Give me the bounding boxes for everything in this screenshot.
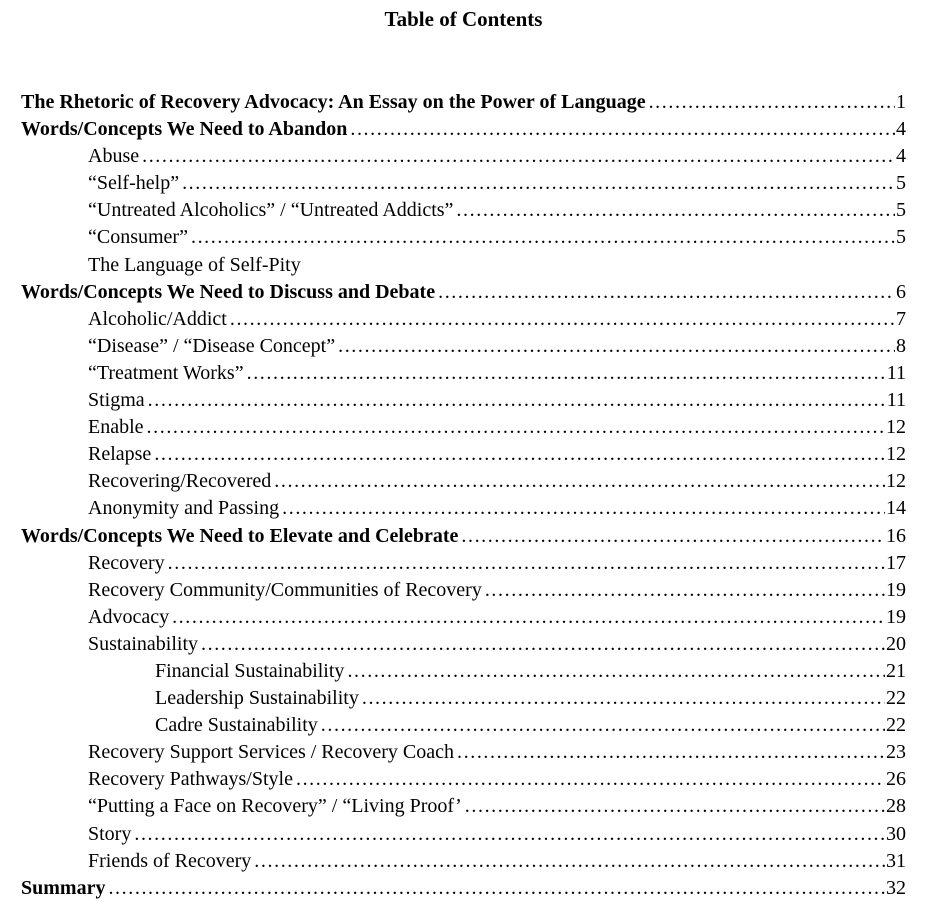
- toc-entry-label: Alcoholic/Addict: [88, 307, 227, 330]
- toc-entry-label: Recovering/Recovered: [88, 470, 272, 493]
- dot-leader: [338, 333, 895, 360]
- dot-leader: [182, 170, 895, 197]
- toc-entry-page: 12: [886, 443, 906, 466]
- toc-entry-label: The Rhetoric of Recovery Advocacy: An Essay on the Power of Language: [21, 91, 646, 113]
- toc-entry-page: 16: [886, 524, 906, 547]
- toc-entry[interactable]: [21, 414, 906, 441]
- toc-entry-label: “Self-help”: [88, 172, 180, 195]
- toc-entry[interactable]: [21, 197, 906, 224]
- dot-leader: [201, 631, 885, 658]
- toc-entry-page: 1: [896, 91, 906, 113]
- toc-entry[interactable]: [21, 441, 906, 468]
- toc-entry-label: Words/Concepts We Need to Elevate and Celebrate: [21, 524, 459, 547]
- toc-entry-label: Financial Sustainability: [155, 659, 345, 682]
- dot-leader: [457, 739, 885, 766]
- toc-entry[interactable]: [21, 577, 906, 604]
- toc-entry-label: The Language of Self-Pity: [88, 253, 301, 276]
- toc-entry-label: “Treatment Works”: [88, 361, 244, 384]
- toc-entry-label: Anonymity and Passing: [88, 497, 280, 520]
- dot-leader: [191, 224, 895, 251]
- dot-leader: [438, 279, 895, 306]
- toc-entry[interactable]: [21, 333, 906, 360]
- toc-entry[interactable]: [21, 468, 906, 495]
- toc-entry-label: Friends of Recovery: [88, 849, 252, 872]
- toc-entry-page: 32: [886, 876, 906, 899]
- dot-leader: [142, 143, 895, 170]
- dot-leader: [350, 116, 895, 143]
- toc-entry-page: 5: [896, 199, 906, 222]
- toc-entry-page: 17: [886, 551, 906, 574]
- toc-entry-page: 23: [886, 741, 906, 764]
- toc-entry[interactable]: [21, 875, 906, 902]
- dot-leader: [168, 550, 885, 577]
- dot-leader: [154, 441, 885, 468]
- toc-entry-label: Story: [88, 822, 132, 845]
- dot-leader: [148, 387, 886, 414]
- toc-entry-label: Words/Concepts We Need to Abandon: [21, 118, 348, 141]
- dot-leader: [362, 685, 885, 712]
- toc-entry[interactable]: [21, 739, 906, 766]
- toc-entry-label: “Consumer”: [88, 226, 188, 249]
- toc-entry[interactable]: [21, 279, 906, 306]
- toc-entry-label: Recovery: [88, 551, 165, 574]
- dot-leader: [254, 848, 885, 875]
- dot-leader: [296, 766, 885, 793]
- toc-entry-page: 11: [886, 361, 906, 384]
- toc-entry[interactable]: [21, 387, 906, 414]
- toc-entry-page: 20: [886, 632, 906, 655]
- toc-list: [0, 89, 927, 902]
- toc-entry-page: 4: [896, 118, 906, 141]
- toc-entry[interactable]: [21, 821, 906, 848]
- toc-entry[interactable]: [21, 170, 906, 197]
- toc-entry-page: 12: [886, 470, 906, 493]
- toc-entry[interactable]: [21, 604, 906, 631]
- toc-entry[interactable]: [21, 116, 906, 143]
- dot-leader: [649, 89, 895, 116]
- page-title: Table of Contents: [384, 7, 543, 31]
- toc-entry-page: 19: [886, 605, 906, 628]
- toc-entry[interactable]: [21, 523, 906, 550]
- toc-entry-page: 22: [886, 687, 906, 710]
- dot-leader: [247, 360, 886, 387]
- toc-entry-label: Cadre Sustainability: [155, 714, 318, 737]
- toc-entry[interactable]: [21, 631, 906, 658]
- dot-leader: [147, 414, 885, 441]
- toc-entry[interactable]: [21, 550, 906, 577]
- toc-entry-label: “Untreated Alcoholics” / “Untreated Addicts”: [88, 199, 454, 222]
- toc-entry-page: 4: [896, 145, 906, 168]
- toc-entry-page: 21: [886, 659, 906, 682]
- toc-entry-page: 5: [896, 226, 906, 249]
- dot-leader: [274, 468, 885, 495]
- toc-entry-label: Summary: [21, 876, 106, 899]
- toc-entry-label: Sustainability: [88, 632, 198, 655]
- toc-entry-label: Recovery Community/Communities of Recovery: [88, 578, 482, 601]
- toc-entry-page: 6: [896, 280, 906, 303]
- toc-entry-label: Leadership Sustainability: [155, 687, 359, 710]
- dot-leader: [282, 495, 885, 522]
- dot-leader: [230, 306, 895, 333]
- dot-leader: [108, 875, 885, 902]
- toc-entry-page: 19: [886, 578, 906, 601]
- dot-leader: [456, 197, 895, 224]
- toc-entry[interactable]: [21, 143, 906, 170]
- dot-leader: [465, 793, 885, 820]
- toc-entry[interactable]: [21, 360, 906, 387]
- toc-entry[interactable]: [21, 793, 906, 820]
- toc-entry[interactable]: [21, 685, 906, 712]
- toc-entry[interactable]: [21, 306, 906, 333]
- toc-entry-label: Enable: [88, 416, 144, 439]
- toc-entry-label: “Disease” / “Disease Concept”: [88, 334, 336, 357]
- toc-entry-page: 11: [886, 389, 906, 412]
- dot-leader: [321, 712, 885, 739]
- toc-entry[interactable]: [21, 224, 906, 251]
- toc-entry-page: 7: [896, 307, 906, 330]
- toc-entry-label: “Putting a Face on Recovery” / “Living Proof’: [88, 795, 462, 818]
- toc-entry-page: 12: [886, 416, 906, 439]
- toc-entry[interactable]: [21, 252, 906, 279]
- toc-entry[interactable]: [21, 712, 906, 739]
- dot-leader: [485, 577, 885, 604]
- toc-entry-label: Stigma: [88, 389, 145, 412]
- dot-leader: [134, 821, 885, 848]
- toc-entry-page: 8: [896, 334, 906, 357]
- toc-entry[interactable]: [21, 848, 906, 875]
- toc-entry-label: Recovery Pathways/Style: [88, 768, 293, 791]
- toc-entry-page: 31: [886, 849, 906, 872]
- toc-entry-page: 28: [886, 795, 906, 818]
- toc-entry[interactable]: [21, 89, 906, 116]
- dot-leader: [347, 658, 885, 685]
- toc-entry-label: Advocacy: [88, 605, 170, 628]
- toc-entry[interactable]: [21, 766, 906, 793]
- toc-entry-page: 14: [886, 497, 906, 520]
- toc-entry-label: Recovery Support Services / Recovery Coach: [88, 741, 455, 764]
- toc-entry-page: 30: [886, 822, 906, 845]
- toc-entry-page: 5: [896, 172, 906, 195]
- toc-entry-label: Abuse: [88, 145, 140, 168]
- toc-entry-page: 22: [886, 714, 906, 737]
- toc-entry[interactable]: [21, 658, 906, 685]
- toc-entry-label: Words/Concepts We Need to Discuss and Debate: [21, 280, 436, 303]
- toc-entry[interactable]: [21, 495, 906, 522]
- toc-entry-page: 26: [886, 768, 906, 791]
- dot-leader: [172, 604, 885, 631]
- toc-entry-label: Relapse: [88, 443, 152, 466]
- dot-leader: [461, 523, 885, 550]
